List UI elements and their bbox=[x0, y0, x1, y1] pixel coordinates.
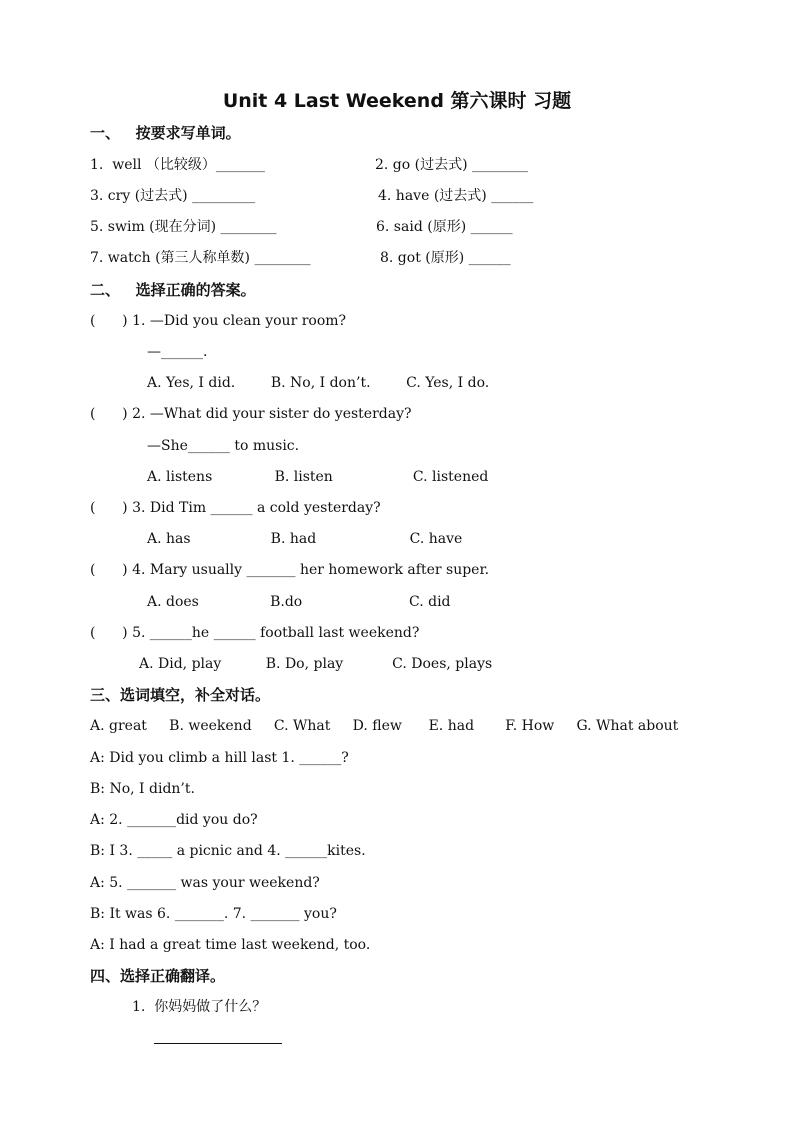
s4-q1-answer-line bbox=[154, 1043, 282, 1044]
s3-dialog-6: B: It was 6. _______. 7. _______ you? bbox=[90, 906, 337, 922]
s2-q3: ( ) 3. Did Tim ______ a cold yesterday? bbox=[90, 500, 381, 516]
s2-q2-answer: —She______ to music. bbox=[147, 438, 300, 454]
s3-word-options: A. great B. weekend C. What D. flew E. had F. How G. What about bbox=[90, 718, 679, 734]
section1-heading: 一、 按要求写单词。 bbox=[90, 124, 241, 142]
section4-heading: 四、选择正确翻译。 bbox=[90, 967, 226, 985]
s2-q5-options: A. Did, play B. Do, play C. Does, plays bbox=[139, 656, 493, 672]
s1-item-8: 8. got (原形) ______ bbox=[380, 250, 511, 266]
s1-item-5: 5. swim (现在分词) ________ bbox=[90, 219, 277, 235]
s2-q2: ( ) 2. —What did your sister do yesterday? bbox=[90, 406, 412, 422]
s1-item-2: 2. go (过去式) ________ bbox=[375, 157, 529, 173]
s1-item-3: 3. cry (过去式) _________ bbox=[90, 188, 256, 204]
s2-q1-answer: —______. bbox=[147, 344, 208, 360]
s1-item-7: 7. watch (第三人称单数) ________ bbox=[90, 250, 311, 266]
s2-q5: ( ) 5. ______he ______ football last weekend? bbox=[90, 625, 420, 641]
s2-q4-options: A. does B.do C. did bbox=[147, 594, 451, 610]
s1-item-1: 1. well （比较级）_______ bbox=[90, 157, 265, 173]
s2-q1: ( ) 1. —Did you clean your room? bbox=[90, 313, 347, 329]
s3-dialog-4: B: I 3. _____ a picnic and 4. ______kites. bbox=[90, 843, 366, 859]
s2-q4: ( ) 4. Mary usually _______ her homework after super. bbox=[90, 562, 490, 578]
s2-q3-options: A. has B. had C. have bbox=[147, 531, 463, 547]
s3-dialog-5: A: 5. _______ was your weekend? bbox=[90, 875, 320, 891]
page-title: Unit 4 Last Weekend 第六课时 习题 bbox=[222, 90, 572, 112]
s2-q2-options: A. listens B. listen C. listened bbox=[147, 469, 489, 485]
s3-dialog-7: A: I had a great time last weekend, too. bbox=[90, 937, 371, 953]
s3-dialog-1: A: Did you climb a hill last 1. ______? bbox=[90, 750, 349, 766]
s1-item-4: 4. have (过去式) ______ bbox=[378, 188, 534, 204]
s1-item-6: 6. said (原形) ______ bbox=[376, 219, 513, 235]
section3-heading: 三、选词填空，补全对话。 bbox=[90, 686, 271, 704]
s3-dialog-2: B: No, I didn’t. bbox=[90, 781, 195, 797]
s4-q1: 1. 你妈妈做了什么？ bbox=[132, 999, 267, 1015]
section2-heading: 二、 选择正确的答案。 bbox=[90, 281, 256, 299]
s3-dialog-3: A: 2. _______did you do? bbox=[90, 812, 258, 828]
s2-q1-options: A. Yes, I did. B. No, I don’t. C. Yes, I do. bbox=[147, 375, 490, 391]
